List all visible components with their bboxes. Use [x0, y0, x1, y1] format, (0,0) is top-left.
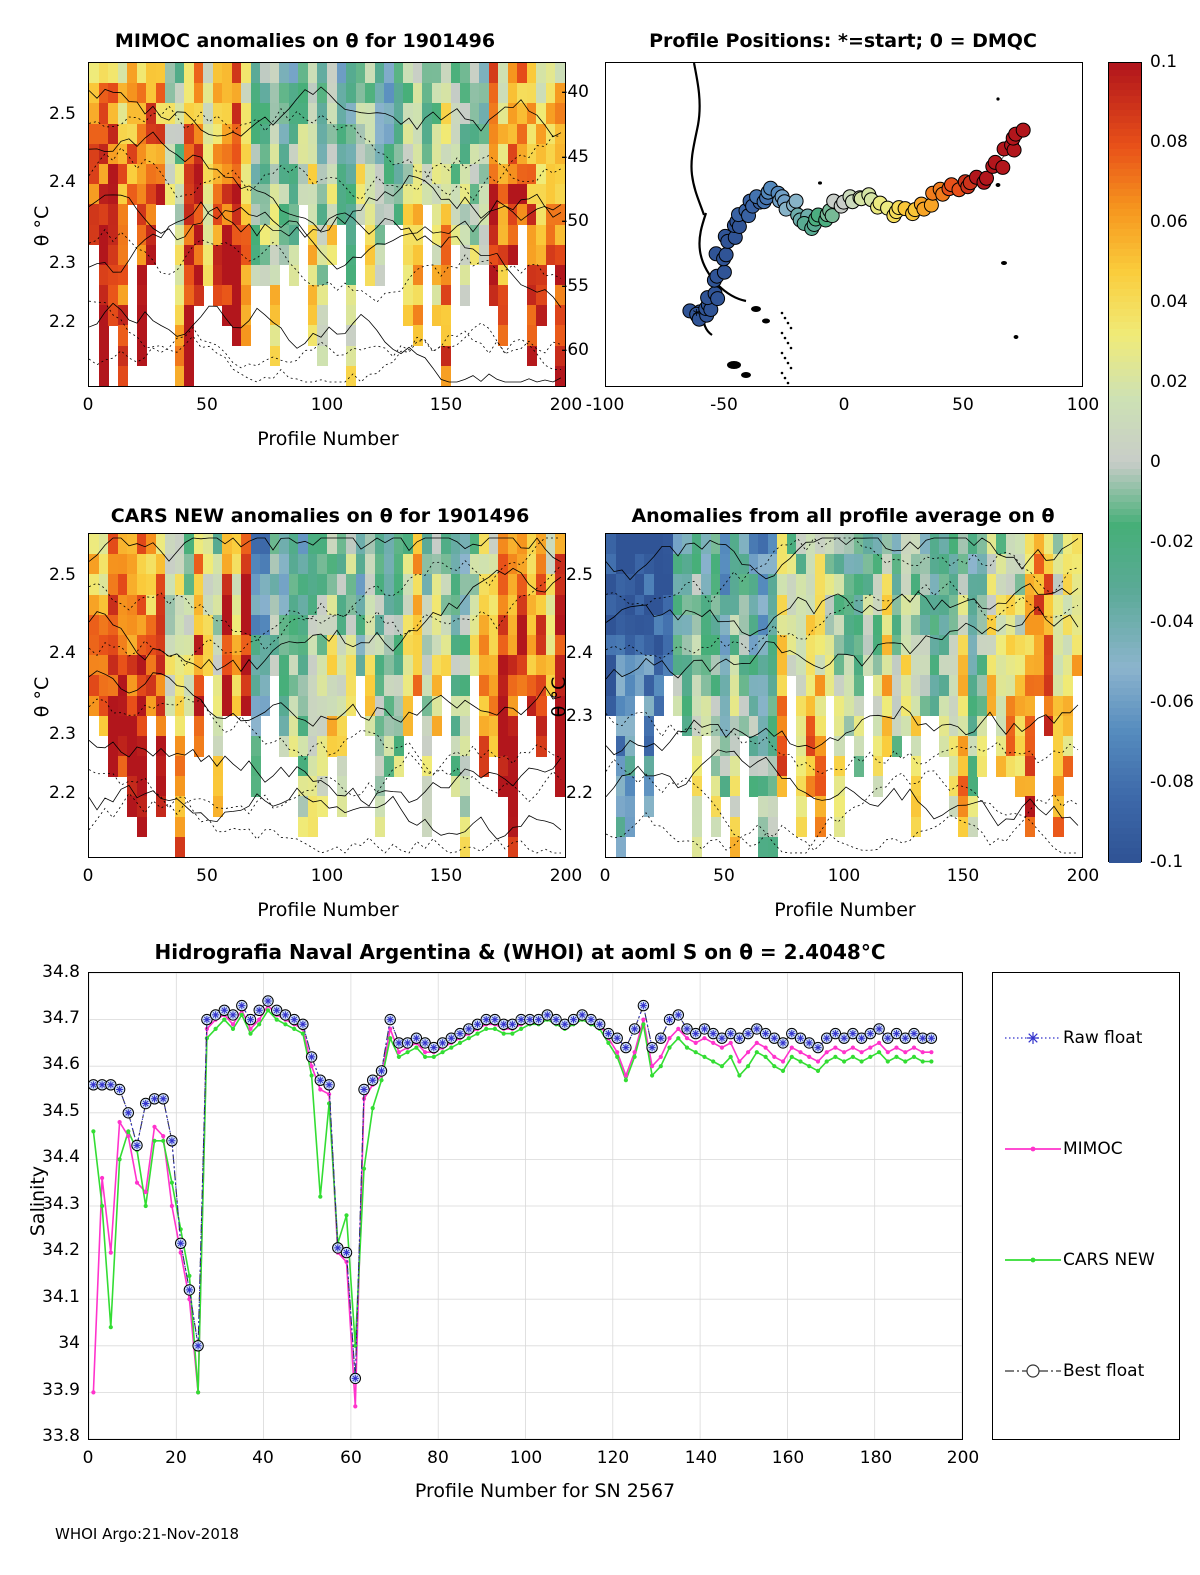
colorbar-tick-2: 0.06: [1150, 212, 1188, 232]
svg-text:*: *: [692, 305, 701, 324]
sal-xtick-3: 60: [340, 1448, 362, 1468]
sal-xtick-9: 180: [859, 1448, 893, 1468]
colorbar-tick-8: -0.06: [1150, 692, 1194, 712]
pos-ytick-4: -40: [561, 82, 589, 102]
salinity-canvas: [89, 973, 962, 1439]
colorbar-tick-10: -0.1: [1150, 852, 1184, 872]
mimoc-ytick-2: 2.4: [48, 172, 76, 192]
mimoc-xtick-2: 100: [310, 395, 344, 415]
legend-label-raw-float: Raw float: [1063, 1028, 1143, 1048]
mimoc-xtick-3: 150: [429, 395, 463, 415]
cars-plot-area: [88, 533, 566, 858]
mimoc-xtick-4: 200: [549, 395, 583, 415]
positions-plot-area: [605, 62, 1083, 387]
salinity-title: Hidrografia Naval Argentina & (WHOI) at aoml S on θ = 2.4048°C: [154, 940, 886, 964]
colorbar-tick-4: 0.02: [1150, 372, 1188, 392]
allprofile-xlabel: Profile Number: [774, 899, 916, 921]
colorbar-tick-9: -0.08: [1150, 772, 1194, 792]
sal-ytick-10: 34.8: [42, 962, 80, 982]
legend-label-mimoc: MIMOC: [1063, 1139, 1123, 1159]
pos-xtick-1: -50: [710, 395, 738, 415]
colorbar-tick-6: -0.02: [1150, 532, 1194, 552]
colorbar-tick-5: 0: [1150, 452, 1161, 472]
allprofile-xtick-3: 150: [946, 866, 980, 886]
salinity-ylabel: Salinity: [27, 1165, 49, 1237]
colorbar-tick-0: 0.1: [1150, 52, 1178, 72]
colorbar-tick-1: 0.08: [1150, 132, 1188, 152]
pos-ytick-0: -60: [561, 340, 589, 360]
cars-xtick-0: 0: [82, 866, 94, 886]
mimoc-ylabel: θ °C: [31, 205, 53, 247]
sal-ytick-0: 33.8: [42, 1426, 80, 1446]
cars-xtick-4: 200: [549, 866, 583, 886]
allprofile-xtick-2: 100: [827, 866, 861, 886]
sal-xtick-1: 20: [165, 1448, 187, 1468]
sal-ytick-4: 34.2: [42, 1240, 80, 1260]
sal-ytick-8: 34.6: [42, 1054, 80, 1074]
colorbar-tick-3: 0.04: [1150, 292, 1188, 312]
sal-xtick-0: 0: [82, 1448, 94, 1468]
sal-xtick-6: 120: [596, 1448, 630, 1468]
cars-ytick-2: 2.4: [48, 643, 76, 663]
sal-ytick-2: 34: [58, 1333, 80, 1353]
allprofile-ytick-0: 2.2: [565, 783, 593, 803]
allprofile-xtick-0: 0: [599, 866, 611, 886]
cars-ytick-0: 2.2: [48, 783, 76, 803]
pos-xtick-2: 0: [838, 395, 850, 415]
cars-xlabel: Profile Number: [257, 899, 399, 921]
mimoc-xtick-0: 0: [82, 395, 94, 415]
sal-ytick-3: 34.1: [42, 1287, 80, 1307]
cars-title: CARS NEW anomalies on θ for 1901496: [110, 505, 530, 527]
mimoc-xlabel: Profile Number: [257, 428, 399, 450]
allprofile-ytick-3: 2.5: [565, 565, 593, 585]
sal-xtick-2: 40: [252, 1448, 274, 1468]
pos-xtick-4: 100: [1066, 395, 1100, 415]
footer-credit: WHOI Argo:21-Nov-2018: [55, 1525, 239, 1543]
allprofile-ytick-1: 2.3: [565, 706, 593, 726]
cars-ytick-3: 2.5: [48, 565, 76, 585]
colorbar-tick-7: -0.04: [1150, 612, 1194, 632]
allprofile-plot-area: [605, 533, 1083, 858]
allprofile-xtick-4: 200: [1066, 866, 1100, 886]
sal-ytick-1: 33.9: [42, 1380, 80, 1400]
mimoc-xtick-1: 50: [196, 395, 218, 415]
colorbar-gradient: [1108, 62, 1142, 862]
mimoc-ytick-0: 2.2: [48, 312, 76, 332]
pos-xtick-3: 50: [952, 395, 974, 415]
sal-xtick-7: 140: [684, 1448, 718, 1468]
cars-xtick-2: 100: [310, 866, 344, 886]
salinity-plot-area: [88, 972, 963, 1440]
mimoc-title: MIMOC anomalies on θ for 1901496: [114, 30, 496, 52]
allprofile-ytick-2: 2.4: [565, 643, 593, 663]
allprofile-title: Anomalies from all profile average on θ: [631, 505, 1055, 527]
cars-xtick-1: 50: [196, 866, 218, 886]
allprofile-ylabel: θ °C: [548, 676, 570, 718]
mimoc-ytick-1: 2.3: [48, 253, 76, 273]
pos-ytick-2: -50: [561, 211, 589, 231]
sal-ytick-7: 34.5: [42, 1101, 80, 1121]
cars-ylabel: θ °C: [31, 676, 53, 718]
pos-ytick-3: -45: [561, 147, 589, 167]
sal-xtick-4: 80: [427, 1448, 449, 1468]
legend-label-best-float: Best float: [1063, 1361, 1145, 1381]
sal-ytick-9: 34.7: [42, 1008, 80, 1028]
cars-ytick-1: 2.3: [48, 724, 76, 744]
sal-xtick-8: 160: [771, 1448, 805, 1468]
pos-xtick-0: -100: [585, 395, 625, 415]
sal-ytick-5: 34.3: [42, 1194, 80, 1214]
sal-xtick-10: 200: [946, 1448, 980, 1468]
cars-xtick-3: 150: [429, 866, 463, 886]
pos-ytick-1: -55: [561, 276, 589, 296]
mimoc-ytick-3: 2.5: [48, 104, 76, 124]
legend-label-cars-new: CARS NEW: [1063, 1250, 1155, 1270]
allprofile-xtick-1: 50: [713, 866, 735, 886]
salinity-xlabel: Profile Number for SN 2567: [414, 1480, 676, 1502]
sal-xtick-5: 100: [509, 1448, 543, 1468]
sal-ytick-6: 34.4: [42, 1147, 80, 1167]
map-canvas: [606, 63, 1082, 386]
mimoc-plot-area: [88, 62, 566, 387]
positions-title: Profile Positions: *=start; 0 = DMQC: [649, 30, 1037, 52]
